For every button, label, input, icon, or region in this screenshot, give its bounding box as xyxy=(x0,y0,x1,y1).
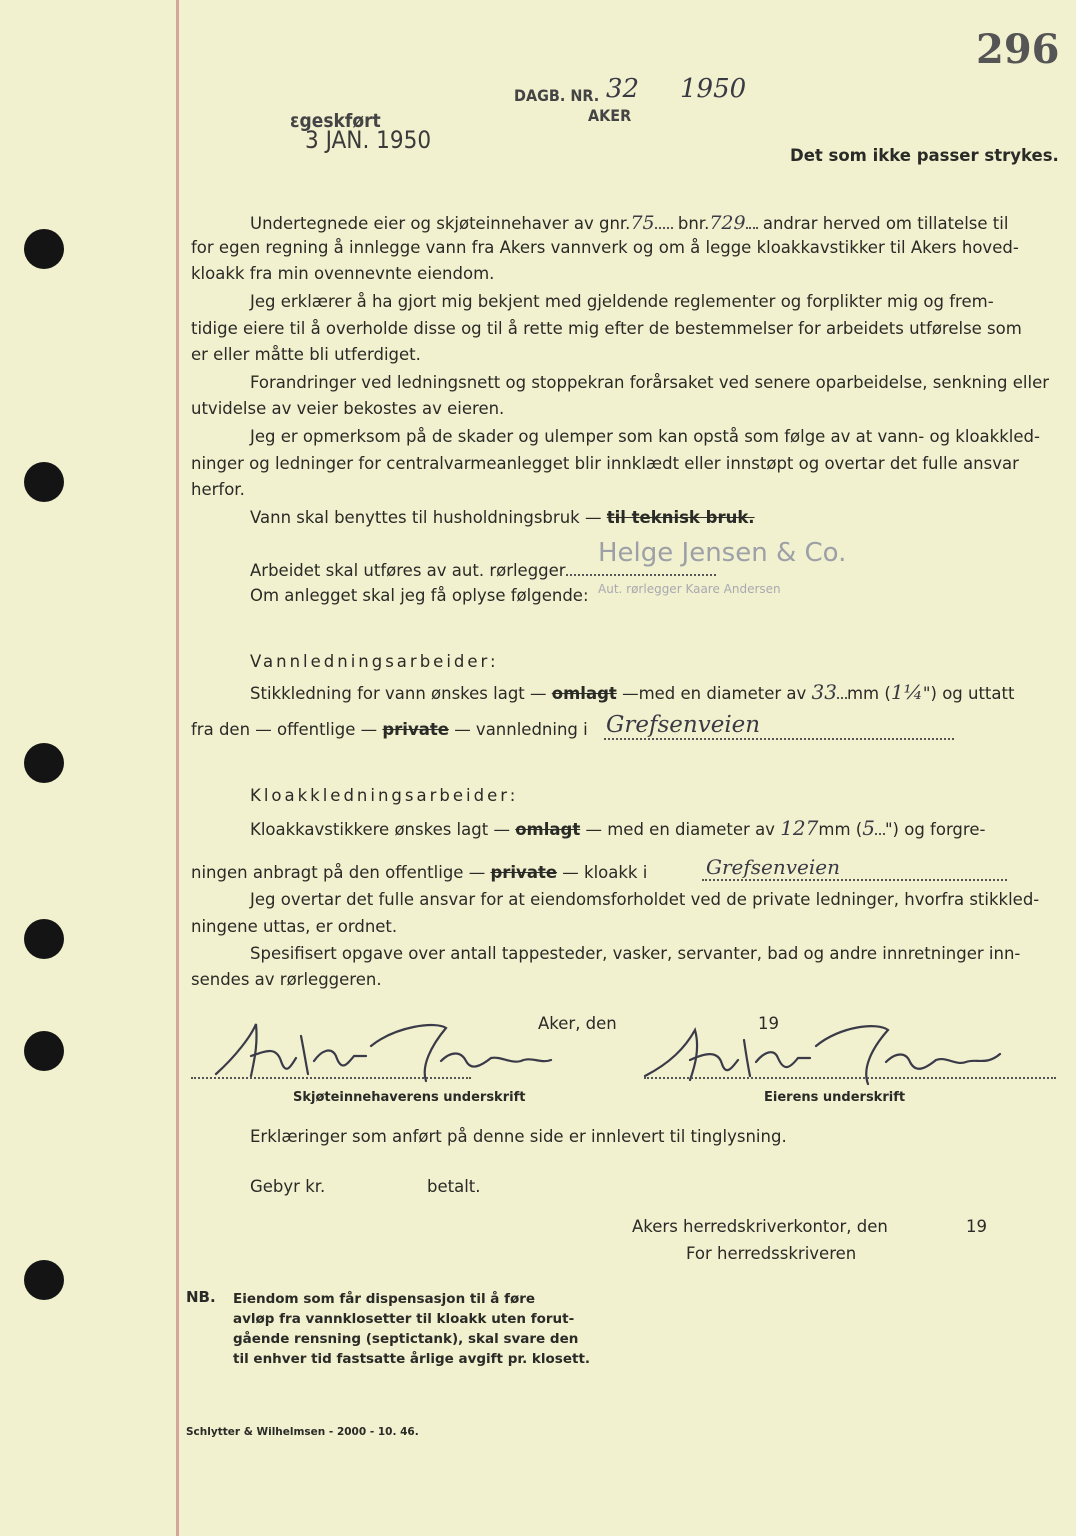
body-line xyxy=(250,508,755,528)
declarations-note: Erklæringer som anført på denne side er innlevert til tinglysning. xyxy=(250,1127,787,1146)
plumber-stamp-sub: Aut. rørlegger Kaare Andersen xyxy=(598,582,781,596)
body-line: Jeg er opmerksom på de skader og ulemper som kan opstå som følge av at vann- og kloakkled- xyxy=(250,427,1040,446)
dotted-line xyxy=(702,879,1007,881)
body-line: Forandringer ved ledningsnett og stoppekran forårsaket ved senere oparbeidelse, senkning eller xyxy=(250,373,1050,392)
punch-hole xyxy=(24,1031,64,1071)
body-line: ninger og ledninger for centralvarmeanlegget blir innklædt eller innstøpt og overtar det fulle ansvar xyxy=(191,454,1019,473)
struck-text: til teknisk bruk. xyxy=(606,508,755,527)
bnr-value: 729 xyxy=(709,212,746,234)
signature-line-proprietor xyxy=(644,1077,1056,1079)
body-line: Jeg erklærer å ha gjort mig bekjent med gjeldende reglementer og forplikter mig og frem- xyxy=(250,292,994,311)
fee-label: Gebyr kr. xyxy=(250,1177,326,1196)
sewer-line-2 xyxy=(191,863,647,883)
body-line: utvidelse av veier bekostes av eieren. xyxy=(191,399,505,418)
body-line: tidige eiere til å overholde disse og til å rette mig efter de bestemmelser for arbeidets utførelse som xyxy=(191,319,1022,338)
struck-text: private xyxy=(490,863,558,882)
body-line: ningene uttas, er ordnet. xyxy=(191,917,398,936)
struck-text: omlagt xyxy=(551,684,617,703)
sewer-heading: Kloakkledningsarbeider: xyxy=(250,786,519,805)
body-text: — vannledning i xyxy=(454,720,588,739)
nb-line: gående rensning (septictank), skal svare den xyxy=(233,1331,579,1347)
body-text: — kloakk i xyxy=(562,863,648,882)
svg-text:Rolf Jensen: Rolf Jensen xyxy=(196,1001,285,1020)
dagb-number: 32 xyxy=(606,74,640,104)
water-diameter-inch: 1¼ xyxy=(890,680,923,704)
office-year: 19 xyxy=(966,1217,987,1236)
printer-note: Schlytter & Wilhelmsen - 2000 - 10. 46. xyxy=(186,1426,419,1438)
nb-line: til enhver tid fastsatte årlige avgift pr. klosett. xyxy=(233,1351,591,1367)
body-text: andrar herved om tillatelse til xyxy=(762,214,1009,233)
nb-label: NB. xyxy=(186,1288,216,1306)
strike-note: Det som ikke passer strykes. xyxy=(790,146,1059,165)
body-text: mm ( xyxy=(846,684,891,703)
office-line: Akers herredskriverkontor, den xyxy=(632,1217,888,1236)
owner-signature-label: Skjøteinnehaverens underskrift xyxy=(293,1090,526,1105)
nb-note xyxy=(233,1289,590,1369)
body-line: kloakk fra min ovennevnte eiendom. xyxy=(191,264,495,283)
body-text: Undertegnede eier og skjøteinnehaver av gnr. xyxy=(250,214,631,233)
punch-hole xyxy=(24,919,64,959)
owner-signature xyxy=(196,1001,566,1086)
nb-line: avløp fra vannklosetter til kloakk uten forut- xyxy=(233,1311,575,1327)
body-line: Jeg overtar det fulle ansvar for at eiendomsforholdet ved de private ledninger, hvorfra stikkled- xyxy=(250,890,1040,909)
plumber-stamp: Helge Jensen & Co. xyxy=(598,538,847,568)
water-heading: Vannledningsarbeider: xyxy=(250,652,499,671)
page-number: 296 xyxy=(976,26,1060,73)
body-text: Kloakkavstikkere ønskes lagt — xyxy=(250,820,510,839)
struck-text: private xyxy=(382,720,449,739)
year-prefix: 19 xyxy=(758,1014,779,1033)
for-office: For herredsskriveren xyxy=(686,1244,857,1263)
body-text: mm ( xyxy=(818,820,863,839)
place-date: Aker, den xyxy=(538,1014,617,1033)
nb-line: Eiendom som får dispensasjon til å føre xyxy=(233,1291,536,1307)
body-line: er eller måtte bli utferdiget. xyxy=(191,345,421,364)
body-text: —med en diameter av xyxy=(622,684,807,703)
registered-date: 3 JAN. 1950 xyxy=(305,126,432,154)
body-text: Vann skal benyttes til husholdningsbruk — xyxy=(250,508,602,527)
body-text: ") og uttatt xyxy=(922,684,1015,703)
dagb-year: 1950 xyxy=(680,74,747,104)
margin-line xyxy=(176,0,179,1536)
dagb-place: AKER xyxy=(588,106,632,125)
punch-hole xyxy=(24,462,64,502)
punch-hole xyxy=(24,229,64,269)
body-text: — med en diameter av xyxy=(585,820,775,839)
body-text: ") og forgre- xyxy=(884,820,986,839)
body-text: bnr. xyxy=(677,214,710,233)
water-diameter-mm: 33 xyxy=(811,680,837,704)
punch-hole xyxy=(24,743,64,783)
proprietor-signature-label: Eierens underskrift xyxy=(764,1090,906,1105)
sewer-line-1 xyxy=(250,817,985,840)
body-line xyxy=(250,211,1008,234)
gnr-value: 75 xyxy=(630,212,655,234)
registered-stamp: ɛgeskført xyxy=(290,110,381,132)
sewer-diameter-inch: 5 xyxy=(862,816,875,840)
sewer-street: Grefsenveien xyxy=(706,855,841,879)
body-text: fra den — offentlige — xyxy=(191,720,378,739)
water-line-1 xyxy=(250,681,1014,704)
body-text: ningen anbragt på den offentlige — xyxy=(191,863,486,882)
water-street: Grefsenveien xyxy=(606,712,761,738)
struck-text: omlagt xyxy=(515,820,581,839)
body-line: Spesifisert opgave over antall tappesteder, vasker, servanter, bad og andre innretninger inn- xyxy=(250,944,1021,963)
worker-label: Arbeidet skal utføres av aut. rørlegger xyxy=(250,561,566,580)
punch-hole xyxy=(24,1260,64,1300)
water-line-2 xyxy=(191,720,588,740)
body-line: sendes av rørleggeren. xyxy=(191,970,382,989)
info-label: Om anlegget skal jeg få oplyse følgende: xyxy=(250,586,589,605)
sewer-diameter-mm: 127 xyxy=(780,816,819,840)
body-line: herfor. xyxy=(191,480,245,499)
dotted-line xyxy=(604,738,954,740)
body-text: Stikkledning for vann ønskes lagt — xyxy=(250,684,547,703)
signature-line-owner xyxy=(191,1077,471,1079)
fee-paid: betalt. xyxy=(427,1177,481,1196)
body-line: for egen regning å innlegge vann fra Akers vannverk og om å legge kloakkavstikker til Akers hoved- xyxy=(191,238,1019,257)
dagb-label: DAGB. NR. xyxy=(514,86,600,105)
